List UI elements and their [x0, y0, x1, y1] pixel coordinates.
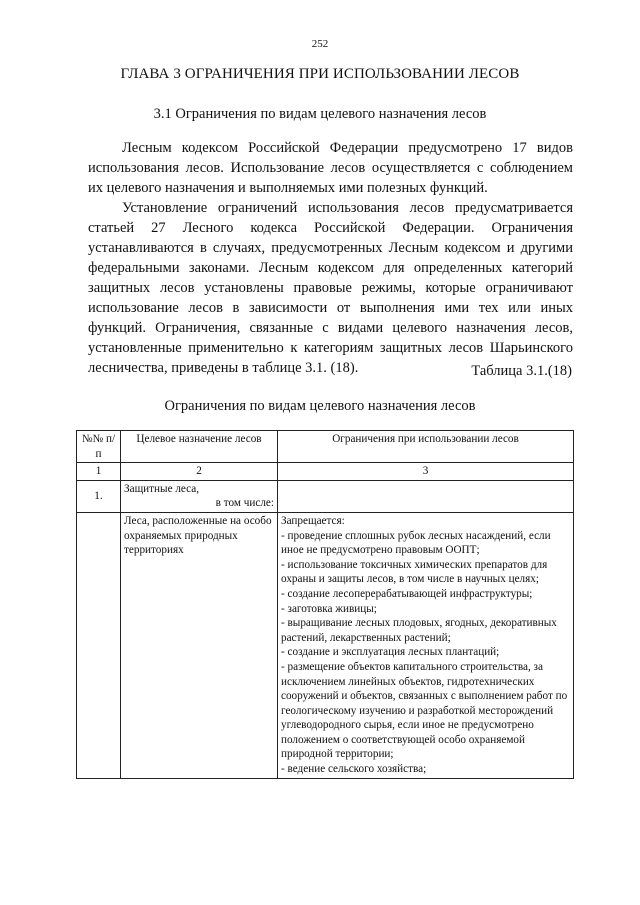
chapter-title: ГЛАВА 3 ОГРАНИЧЕНИЯ ПРИ ИСПОЛЬЗОВАНИИ ЛЕСОВ [120, 66, 520, 82]
header-cell-restrictions: Ограничения при использовании лесов [278, 431, 574, 463]
purpose-cell [121, 480, 278, 512]
restrictions-heading: Запрещается: [281, 514, 345, 527]
restrictions-table [76, 430, 574, 779]
restriction-item: - выращивание лесных плодовых, ягодных, декоративных растений, лекарственных растений; [281, 617, 557, 644]
page-number: 252 [311, 38, 329, 50]
restriction-item: - ведение сельского хозяйства; [281, 763, 427, 776]
purpose-cell: Леса, расположенные на особо охраняемых природных территориях [121, 512, 278, 778]
restriction-item: - создание и эксплуатация лесных плантаций; [281, 646, 500, 659]
table-reference: Таблица 3.1.(18) [471, 363, 572, 379]
body-text [88, 138, 573, 378]
restriction-item: - размещение объектов капитального строительства, за исключением линейных объектов, гидротехнических сооружений и объектов, связанных с выполнением работ по геологическому изучению и разработкой месторождений углеводородного сырья, если иное не предусмотрено положением о соответствующей особо охраняемой природной территории; [281, 660, 568, 761]
header-cell-number: №№ п/п [77, 431, 121, 463]
paragraph: Лесным кодексом Российской Федерации предусмотрено 17 видов использования лесов. Использование лесов осуществляется с соблюдением их целевого назначения и выполняемых ими полезных функций. [88, 140, 573, 196]
column-number-cell: 2 [121, 463, 278, 481]
section-title: 3.1 Ограничения по видам целевого назначения лесов [153, 106, 487, 122]
restriction-item: - использование токсичных химических препаратов для охраны и защиты лесов, в том числе в научных целях; [281, 558, 548, 586]
purpose-line: Защитные леса, [124, 482, 200, 495]
restriction-item: - заготовка живицы; [281, 602, 377, 615]
restrictions-cell [278, 512, 574, 778]
purpose-line: в том числе: [215, 497, 274, 510]
table-caption: Ограничения по видам целевого назначения лесов [164, 398, 476, 414]
column-number-cell: 3 [278, 463, 574, 481]
table-row [77, 512, 574, 778]
column-number-cell: 1 [77, 463, 121, 481]
row-number-cell: 1. [77, 480, 121, 512]
table-column-number-row [77, 463, 574, 481]
header-cell-purpose: Целевое назначение лесов [121, 431, 278, 463]
paragraph: Установление ограничений использования лесов предусматривается статьей 27 Лесного кодекса Российской Федерации. Ограничения устанавливаются в случаях, предусмотренных Лесным кодексом и другими федеральными законами. Лесным кодексом для определенных категорий защитных лесов установлены правовые режимы, которые ограничивают использование лесов в зависимости от выполнения ими тех или иных функций. Ограничения, связанные с видами целевого назначения лесов, установленные применительно к категориям защитных лесов Шарьинского лесничества, приведены в таблице 3.1. (18). [88, 200, 573, 376]
restrictions-cell [278, 480, 574, 512]
restriction-item: - создание лесоперерабатывающей инфраструктуры; [281, 587, 533, 600]
table-header-row [77, 431, 574, 463]
row-number-cell [77, 512, 121, 778]
table-row [77, 480, 574, 512]
restriction-item: - проведение сплошных рубок лесных насаждений, если иное не предусмотрено правовым ООПТ; [281, 529, 551, 557]
